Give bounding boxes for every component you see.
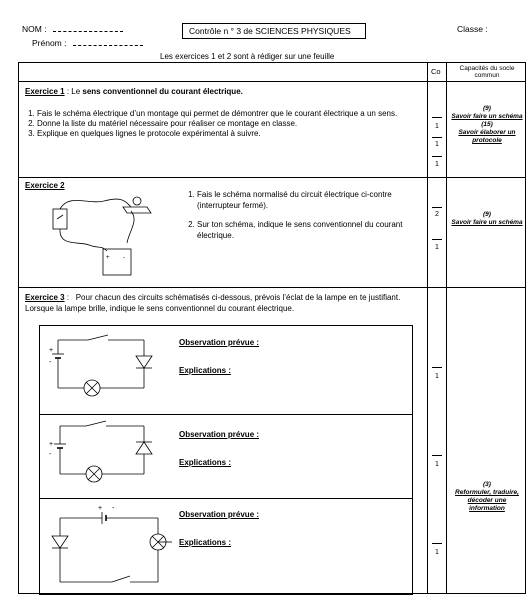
prenom-label: Prénom :: [32, 38, 143, 48]
nom-blank[interactable]: [53, 31, 123, 32]
page-title: Contrôle n ° 3 de SCIENCES PHYSIQUES: [182, 23, 366, 39]
capacite-2: (9) Savoir faire un schéma: [451, 211, 523, 226]
circuit-diagram-3: [46, 502, 176, 592]
subtitle: Les exercices 1 et 2 sont à rédiger sur une feuille: [160, 52, 335, 61]
svg-text:+: +: [49, 347, 54, 354]
observation-label-1: Observation prévue :: [179, 338, 260, 347]
svg-text:-: -: [49, 451, 52, 458]
observation-label-2: Observation prévue :: [179, 430, 260, 439]
explication-label-2: Explications :: [179, 458, 232, 467]
capacite-1: (9) Savoir faire un schéma (15) Savoir élaborer un protocole: [451, 105, 523, 144]
circuits-box: [39, 325, 413, 595]
exercice1-list: [19, 109, 432, 139]
score: 1: [435, 373, 439, 380]
svg-text:-: -: [123, 255, 125, 261]
prenom-blank[interactable]: [73, 45, 143, 46]
exercice2-list: [179, 189, 427, 241]
capacite-3: (3) Reformuler, traduire, décoder une information: [455, 481, 519, 512]
exercice2-item: 1. Fais le schéma normalisé du circuit électrique ci-contre (interrupteur fermé).: [197, 189, 427, 211]
explication-label-1: Explications :: [179, 366, 232, 375]
score: 1: [435, 549, 439, 556]
svg-text:+: +: [98, 505, 103, 512]
score: 1: [435, 461, 439, 468]
score: 1: [435, 161, 439, 168]
exercice1-item: 2. Donne la liste du matériel nécessaire pour réaliser ce montage en classe.: [37, 119, 432, 129]
svg-text:-: -: [112, 505, 115, 512]
svg-text:+: +: [49, 441, 54, 448]
circuit-diagram-2: [46, 420, 166, 496]
nom-label: NOM :: [22, 24, 123, 34]
score: 1: [435, 141, 439, 148]
exercice1-item: 1. Fais le schéma électrique d’un montage qui permet de démontrer que le courant électrique a un sens.: [37, 109, 432, 119]
observation-label-3: Observation prévue :: [179, 510, 260, 519]
exam-table: [18, 62, 526, 594]
exercice2-item: 2. Sur ton schéma, indique le sens conventionnel du courant électrique.: [197, 219, 427, 241]
exercice1-heading: Exercice 1 : Le sens conventionnel du courant électrique.: [25, 87, 243, 96]
circuit-diagram-1: [46, 332, 166, 412]
score: 2: [435, 211, 439, 218]
classe-label: Classe :: [457, 24, 488, 34]
exercice2-heading: Exercice 2: [25, 181, 65, 190]
col-header-co: Co: [431, 67, 441, 76]
exercice2-circuit-drawing: [49, 191, 169, 277]
explication-label-3: Explications :: [179, 538, 232, 547]
score: 1: [435, 123, 439, 130]
exercice3-heading: Exercice 3 : Pour chacun des circuits schématisés ci-dessous, prévois l’éclat de la lampe en te justifiant. Lorsque la lampe brille, indique le sens conventionnel du courant électrique.: [25, 293, 401, 313]
svg-text:+: +: [106, 255, 110, 261]
svg-text:-: -: [49, 359, 52, 366]
score: 1: [435, 244, 439, 251]
exercice1-item: 3. Explique en quelques lignes le protocole expérimental à suivre.: [37, 129, 432, 139]
col-header-capacites: Capacités du socle commun: [459, 65, 515, 79]
